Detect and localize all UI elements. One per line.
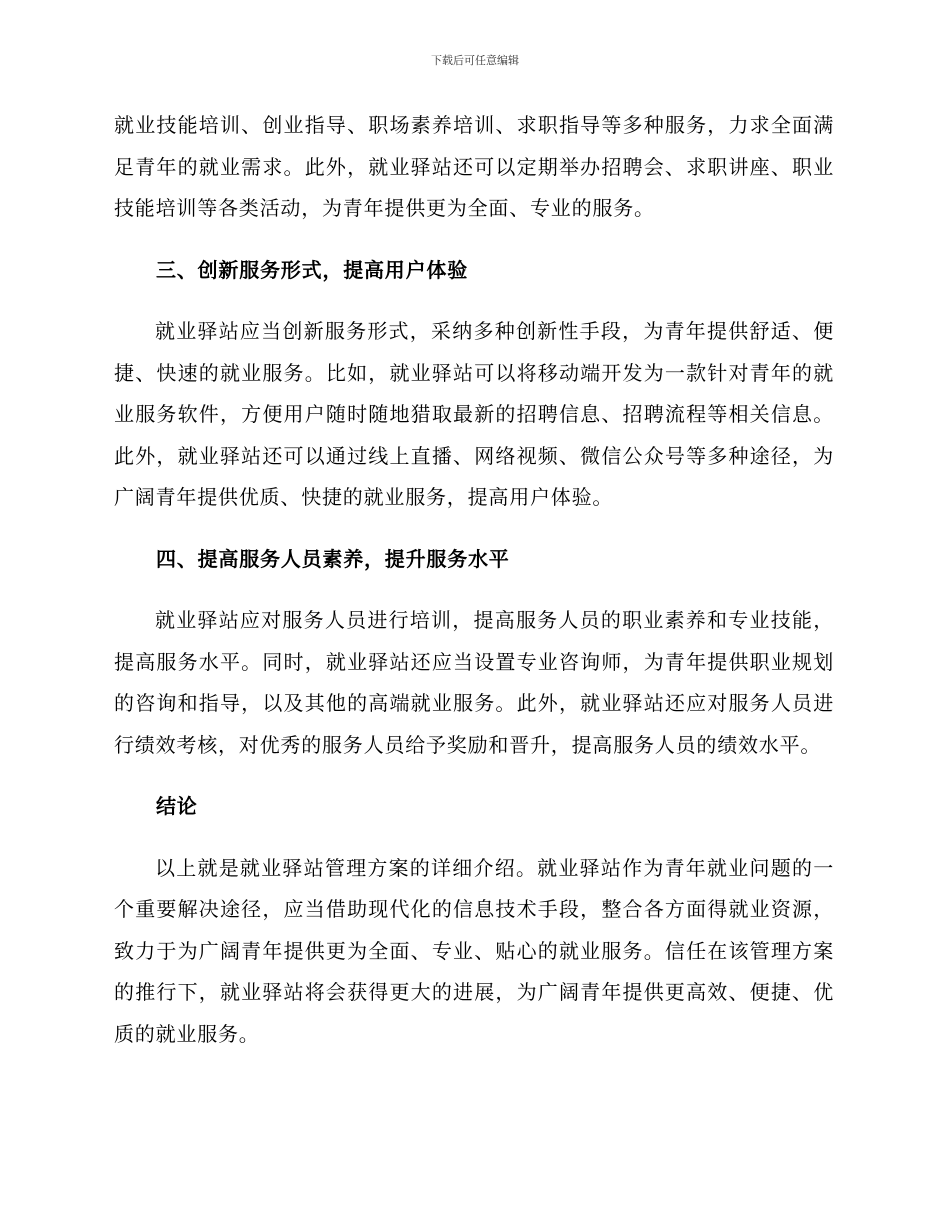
paragraph-conclusion: 以上就是就业驿站管理方案的详细介绍。就业驿站作为青年就业问题的一个重要解决途径，应当借助现代化的信息技术手段，整合各方面得就业资源，致力于为广阔青年提供更为全面、专业、贴心的就业服务。信任在该管理方案的推行下，就业驿站将会获得更大的进展，为广阔青年提供更高效、便捷、优质的就业服务。 [114,855,834,1046]
paragraph-innovation: 就业驿站应当创新服务形式，采纳多种创新性手段，为青年提供舒适、便捷、快速的就业服务。比如，就业驿站可以将移动端开发为一款针对青年的就业服务软件，方便用户随时随地猎取最新的招聘信息、招聘流程等相关信息。此外，就业驿站还可以通过线上直播、网络视频、微信公众号等多种途径，为广阔青年提供优质、快捷的就业服务，提高用户体验。 [114,319,834,509]
paragraph-continued: 就业技能培训、创业指导、职场素养培训、求职指导等多种服务，力求全面满足青年的就业需求。此外，就业驿站还可以定期举办招聘会、求职讲座、职业技能培训等各类活动，为青年提供更为全面、专业的服务。 [114,113,834,220]
section-heading-conclusion: 结论 [156,794,198,818]
document-body [114,105,834,1055]
paragraph-staff-training: 就业驿站应对服务人员进行培训，提高服务人员的职业素养和专业技能，提高服务水平。同时，就业驿站还应当设置专业咨询师，为青年提供职业规划的咨询和指导，以及其他的高端就业服务。此外，就业驿站还应对服务人员进行绩效考核，对优秀的服务人员给予奖励和晋升，提高服务人员的绩效水平。 [114,608,834,757]
section-heading-3: 三、创新服务形式，提高用户体验 [156,257,468,282]
section-heading-4: 四、提高服务人员素养，提升服务水平 [156,546,510,571]
page-header: 下载后可任意编辑 [431,54,519,67]
